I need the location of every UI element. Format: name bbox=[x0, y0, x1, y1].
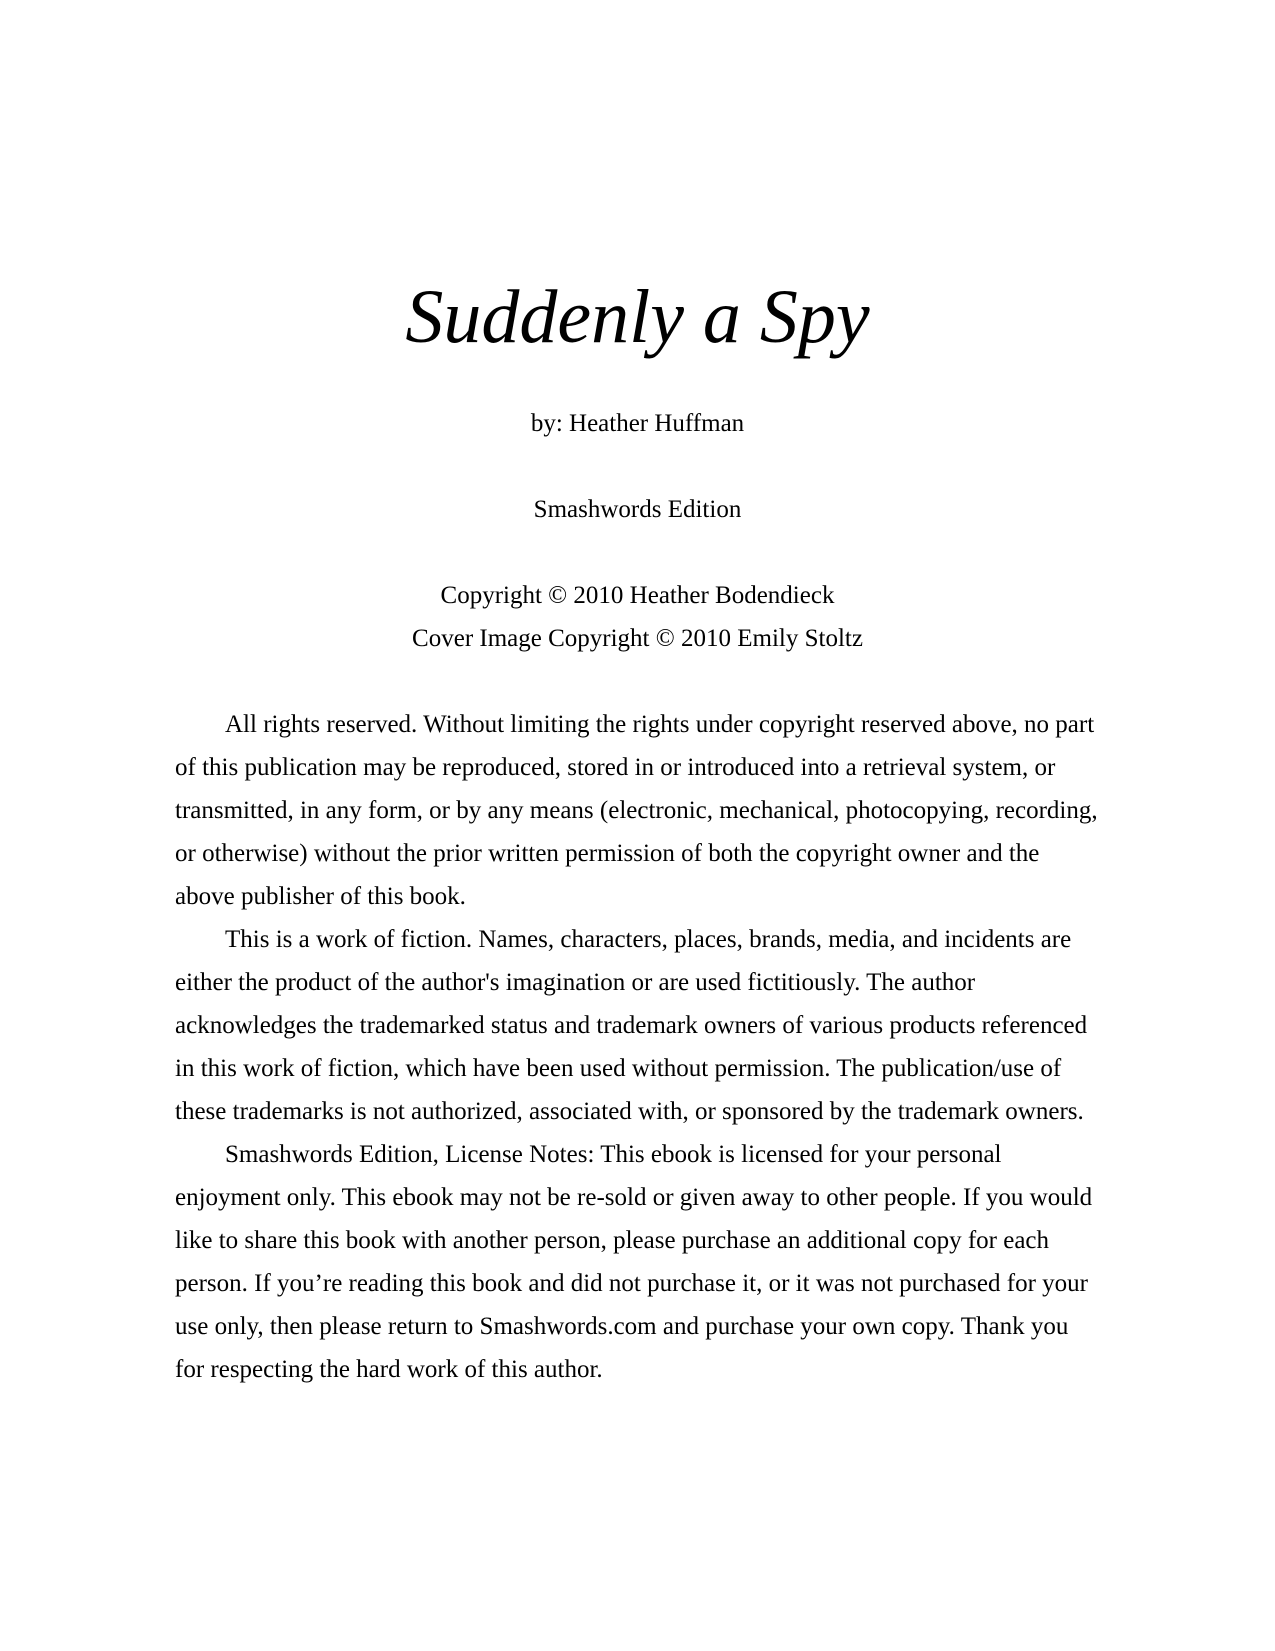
edition-line: Smashwords Edition bbox=[533, 495, 742, 523]
book-title: Suddenly a Spy bbox=[405, 275, 870, 359]
copyright-line: Copyright © 2010 Heather Bodendieck bbox=[440, 581, 835, 609]
license-notes-paragraph: Smashwords Edition, License Notes: This ebook is licensed for your personal enjoyment only. This ebook may not be re-sold or given away to other people. If you would like to share this book with another person, please purchase an additional copy for each person. If you’re reading this book and did not purchase it, or it was not purchased for your use only, then please return to Smashwords.com and purchase your own copy. Thank you for respecting the hard work of this author. bbox=[175, 1140, 1093, 1383]
cover-copyright-line: Cover Image Copyright © 2010 Emily Stoltz bbox=[412, 624, 863, 652]
rights-reserved-paragraph: All rights reserved. Without limiting the rights under copyright reserved above, no part of this publication may be reproduced, stored in or introduced into a retrieval system, or transmitted, in any form, or by any means (electronic, mechanical, photocopying, recording, or otherwise) without the prior written permission of both the copyright owner and the above publisher of this book. bbox=[175, 710, 1098, 910]
license-text-block bbox=[175, 703, 1100, 1391]
fiction-disclaimer-paragraph: This is a work of fiction. Names, characters, places, brands, media, and incidents are either the product of the author's imagination or are used fictitiously. The author acknowledges the trademarked status and trademark owners of various products referenced in this work of fiction, which have been used without permission. The publication/use of these trademarks is not authorized, associated with, or sponsored by the trademark owners. bbox=[175, 925, 1088, 1125]
byline: by: Heather Huffman bbox=[530, 409, 745, 437]
